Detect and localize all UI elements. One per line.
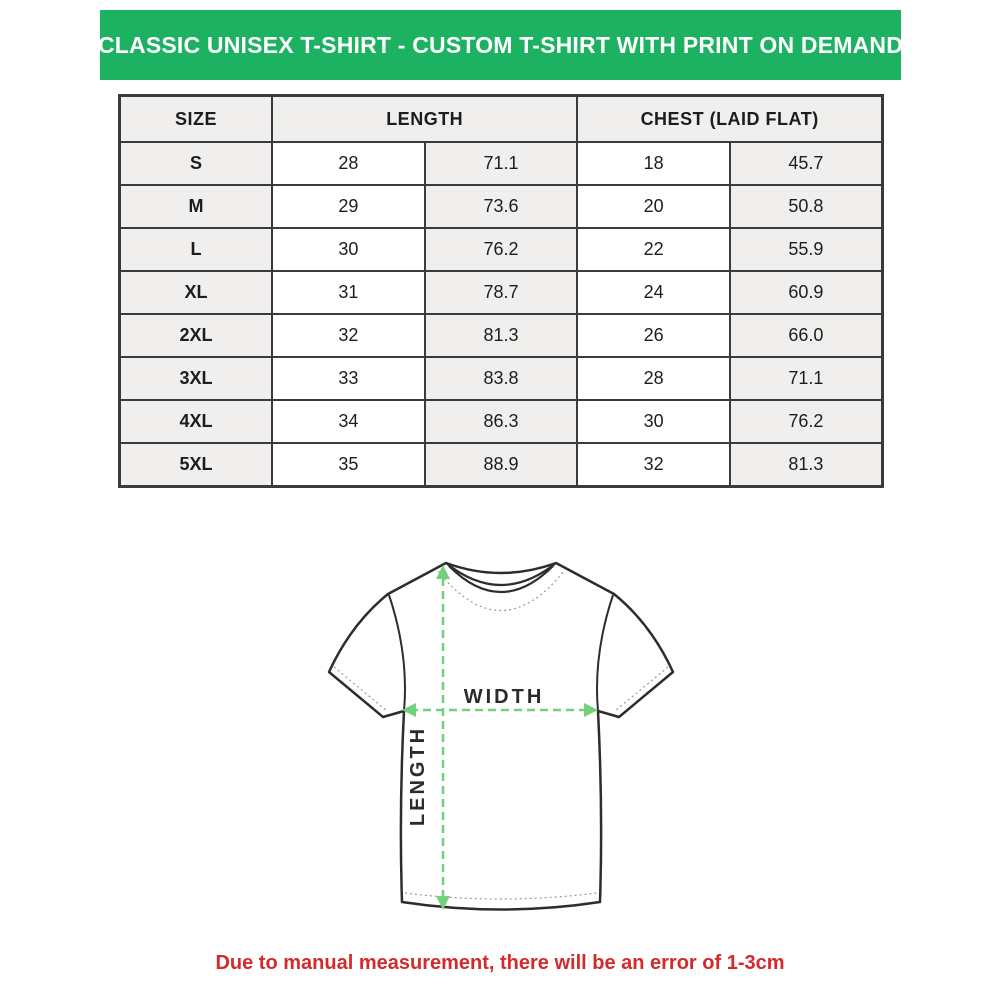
table-row [120, 443, 883, 487]
chest-cm-cell: 76.2 [730, 400, 883, 443]
length-cm-cell: 76.2 [425, 228, 578, 271]
header-row [120, 96, 883, 143]
length-in-cell: 33 [272, 357, 425, 400]
size-cell: XL [120, 271, 273, 314]
size-cell: 3XL [120, 357, 273, 400]
chest-cm-cell: 71.1 [730, 357, 883, 400]
length-cm-cell: 78.7 [425, 271, 578, 314]
chest-cm-cell: 50.8 [730, 185, 883, 228]
chest-cm-cell: 60.9 [730, 271, 883, 314]
length-cm-cell: 88.9 [425, 443, 578, 487]
table-row [120, 228, 883, 271]
tshirt-outline [329, 563, 673, 910]
column-header-size: SIZE [120, 96, 273, 143]
chest-cm-cell: 81.3 [730, 443, 883, 487]
chest-cm-cell: 55.9 [730, 228, 883, 271]
length-in-cell: 30 [272, 228, 425, 271]
table-row [120, 271, 883, 314]
page-title: CLASSIC UNISEX T-SHIRT - CUSTOM T-SHIRT WITH PRINT ON DEMAND [97, 31, 904, 58]
chest-in-cell: 18 [577, 142, 730, 185]
chest-in-cell: 32 [577, 443, 730, 487]
size-cell: 5XL [120, 443, 273, 487]
length-cm-cell: 83.8 [425, 357, 578, 400]
chest-in-cell: 28 [577, 357, 730, 400]
column-header-chest: CHEST (LAID FLAT) [577, 96, 882, 143]
column-header-length: LENGTH [272, 96, 577, 143]
length-in-cell: 35 [272, 443, 425, 487]
table-row [120, 400, 883, 443]
width-label: WIDTH [463, 686, 545, 708]
length-cm-cell: 86.3 [425, 400, 578, 443]
measurement-note: Due to manual measurement, there will be an error of 1-3cm [215, 952, 785, 974]
size-cell: 4XL [120, 400, 273, 443]
chest-in-cell: 22 [577, 228, 730, 271]
chest-cm-cell: 66.0 [730, 314, 883, 357]
title-banner [97, 10, 904, 80]
length-in-cell: 32 [272, 314, 425, 357]
size-cell: 2XL [120, 314, 273, 357]
size-chart-table [118, 94, 884, 488]
table-row [120, 357, 883, 400]
size-cell: L [120, 228, 273, 271]
chest-cm-cell: 45.7 [730, 142, 883, 185]
table-row [120, 185, 883, 228]
chest-in-cell: 24 [577, 271, 730, 314]
table-row [120, 314, 883, 357]
table-row [120, 142, 883, 185]
size-cell: M [120, 185, 273, 228]
length-in-cell: 28 [272, 142, 425, 185]
chest-in-cell: 26 [577, 314, 730, 357]
length-in-cell: 31 [272, 271, 425, 314]
length-label: LENGTH [407, 725, 429, 827]
length-in-cell: 29 [272, 185, 425, 228]
chest-in-cell: 20 [577, 185, 730, 228]
length-in-cell: 34 [272, 400, 425, 443]
chest-in-cell: 30 [577, 400, 730, 443]
size-cell: S [120, 142, 273, 185]
tshirt-diagram [320, 548, 682, 938]
length-cm-cell: 71.1 [425, 142, 578, 185]
length-cm-cell: 73.6 [425, 185, 578, 228]
length-cm-cell: 81.3 [425, 314, 578, 357]
